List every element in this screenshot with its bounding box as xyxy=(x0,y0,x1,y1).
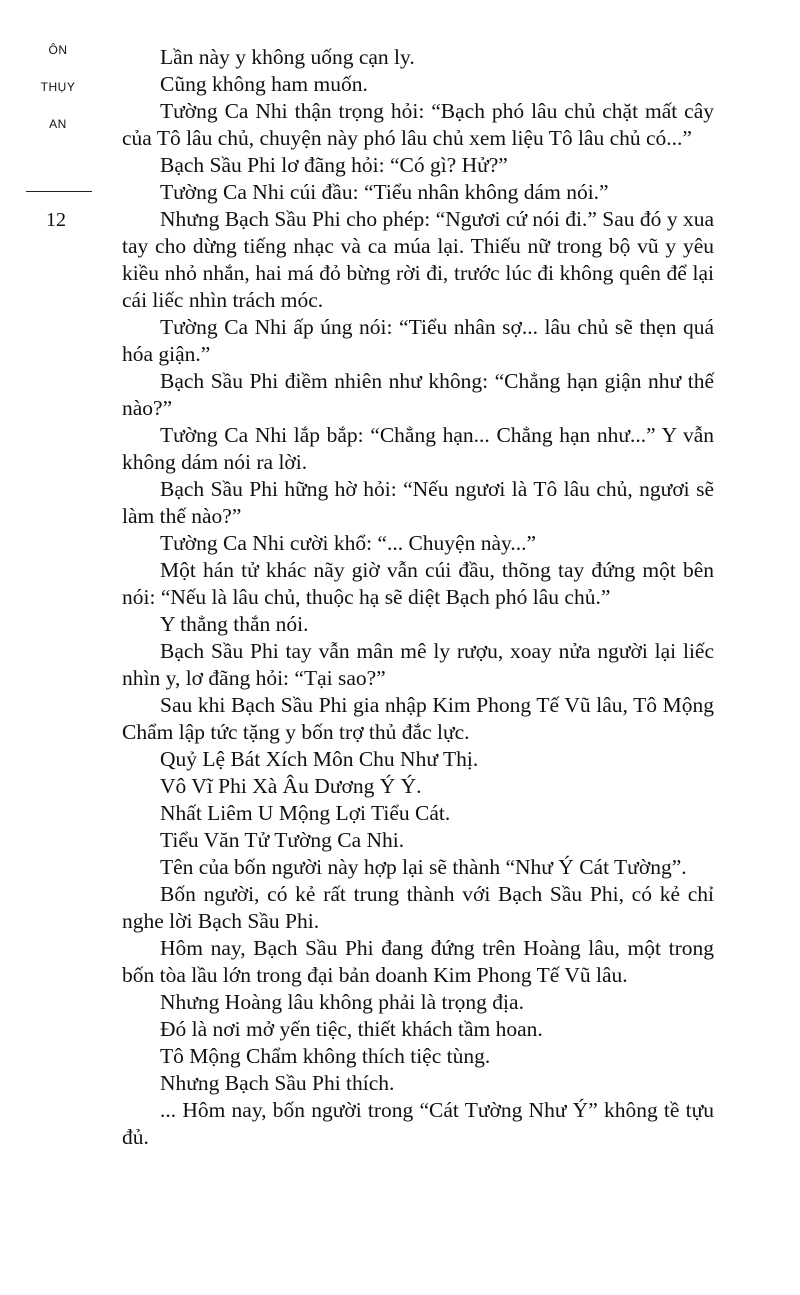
paragraph: Một hán tử khác nãy giờ vẫn cúi đầu, thõng tay đứng một bên nói: “Nếu là lâu chủ, thuộc hạ sẽ diệt Bạch phó lâu chủ.” xyxy=(122,558,714,609)
paragraph: Hôm nay, Bạch Sầu Phi đang đứng trên Hoàng lâu, một trong bốn tòa lầu lớn trong đại bản doanh Kim Phong Tế Vũ lâu. xyxy=(122,936,714,987)
paragraph: Y thẳng thắn nói. xyxy=(160,612,309,636)
paragraph: Nhưng Bạch Sầu Phi thích. xyxy=(160,1071,395,1095)
paragraph: Tường Ca Nhi ấp úng nói: “Tiểu nhân sợ... lâu chủ sẽ thẹn quá hóa giận.” xyxy=(122,315,714,366)
paragraph: Tường Ca Nhi thận trọng hỏi: “Bạch phó lâu chủ chặt mất cây của Tô lâu chủ, chuyện này phó lâu chủ xem liệu Tô lâu chủ có...” xyxy=(122,99,714,150)
paragraph: Bạch Sầu Phi hững hờ hỏi: “Nếu ngươi là Tô lâu chủ, ngươi sẽ làm thế nào?” xyxy=(122,477,714,528)
paragraph: Quỷ Lệ Bát Xích Môn Chu Như Thị. xyxy=(160,747,479,771)
paragraph: Đó là nơi mở yến tiệc, thiết khách tầm hoan. xyxy=(160,1017,543,1041)
paragraph: Tô Mộng Chẩm không thích tiệc tùng. xyxy=(160,1044,491,1068)
paragraph: Bạch Sầu Phi tay vẫn mân mê ly rượu, xoay nửa người lại liếc nhìn y, lơ đãng hỏi: “Tại sao?” xyxy=(122,639,714,690)
paragraph: Bạch Sầu Phi điềm nhiên như không: “Chẳng hạn giận như thế nào?” xyxy=(122,369,714,420)
paragraph: Sau khi Bạch Sầu Phi gia nhập Kim Phong Tế Vũ lâu, Tô Mộng Chẩm lập tức tặng y bốn trợ thủ đắc lực. xyxy=(122,693,714,744)
paragraph: Tường Ca Nhi cười khổ: “... Chuyện này...” xyxy=(160,531,537,555)
body-text xyxy=(122,44,714,1151)
paragraph: Nhất Liêm U Mộng Lợi Tiểu Cát. xyxy=(160,801,451,825)
paragraph: Bạch Sầu Phi lơ đãng hỏi: “Có gì? Hử?” xyxy=(160,153,508,177)
author-name-line: THỤY xyxy=(40,80,76,94)
paragraph: Lần này y không uống cạn ly. xyxy=(160,45,415,69)
paragraph: Nhưng Bạch Sầu Phi cho phép: “Ngươi cứ nói đi.” Sau đó y xua tay cho dừng tiếng nhạc và ca múa lại. Thiếu nữ trong bộ vũ y yêu kiều nhỏ nhắn, hai má đỏ bừng rời đi, trước lúc đi không quên để lại cái liếc nhìn trách móc. xyxy=(122,207,714,312)
author-name-line: AN xyxy=(49,117,67,131)
paragraph: Tên của bốn người này hợp lại sẽ thành “Như Ý Cát Tường”. xyxy=(160,855,687,879)
author-name-line: ÔN xyxy=(48,43,68,57)
paragraph: Cũng không ham muốn. xyxy=(160,72,368,96)
paragraph: Tiểu Văn Tử Tường Ca Nhi. xyxy=(160,828,405,852)
header-divider xyxy=(26,191,92,192)
paragraph: Bốn người, có kẻ rất trung thành với Bạch Sầu Phi, có kẻ chỉ nghe lời Bạch Sầu Phi. xyxy=(122,882,714,933)
paragraph: Tường Ca Nhi cúi đầu: “Tiểu nhân không dám nói.” xyxy=(160,180,609,204)
running-header-author xyxy=(25,44,91,155)
paragraph: ... Hôm nay, bốn người trong “Cát Tường Như Ý” không tề tựu đủ. xyxy=(122,1098,714,1149)
paragraph: Tường Ca Nhi lắp bắp: “Chẳng hạn... Chẳng hạn như...” Y vẫn không dám nói ra lời. xyxy=(122,423,714,474)
paragraph: Vô Vĩ Phi Xà Âu Dương Ý Ý. xyxy=(160,774,422,798)
paragraph: Nhưng Hoàng lâu không phải là trọng địa. xyxy=(160,990,524,1014)
page-number: 12 xyxy=(46,209,66,231)
